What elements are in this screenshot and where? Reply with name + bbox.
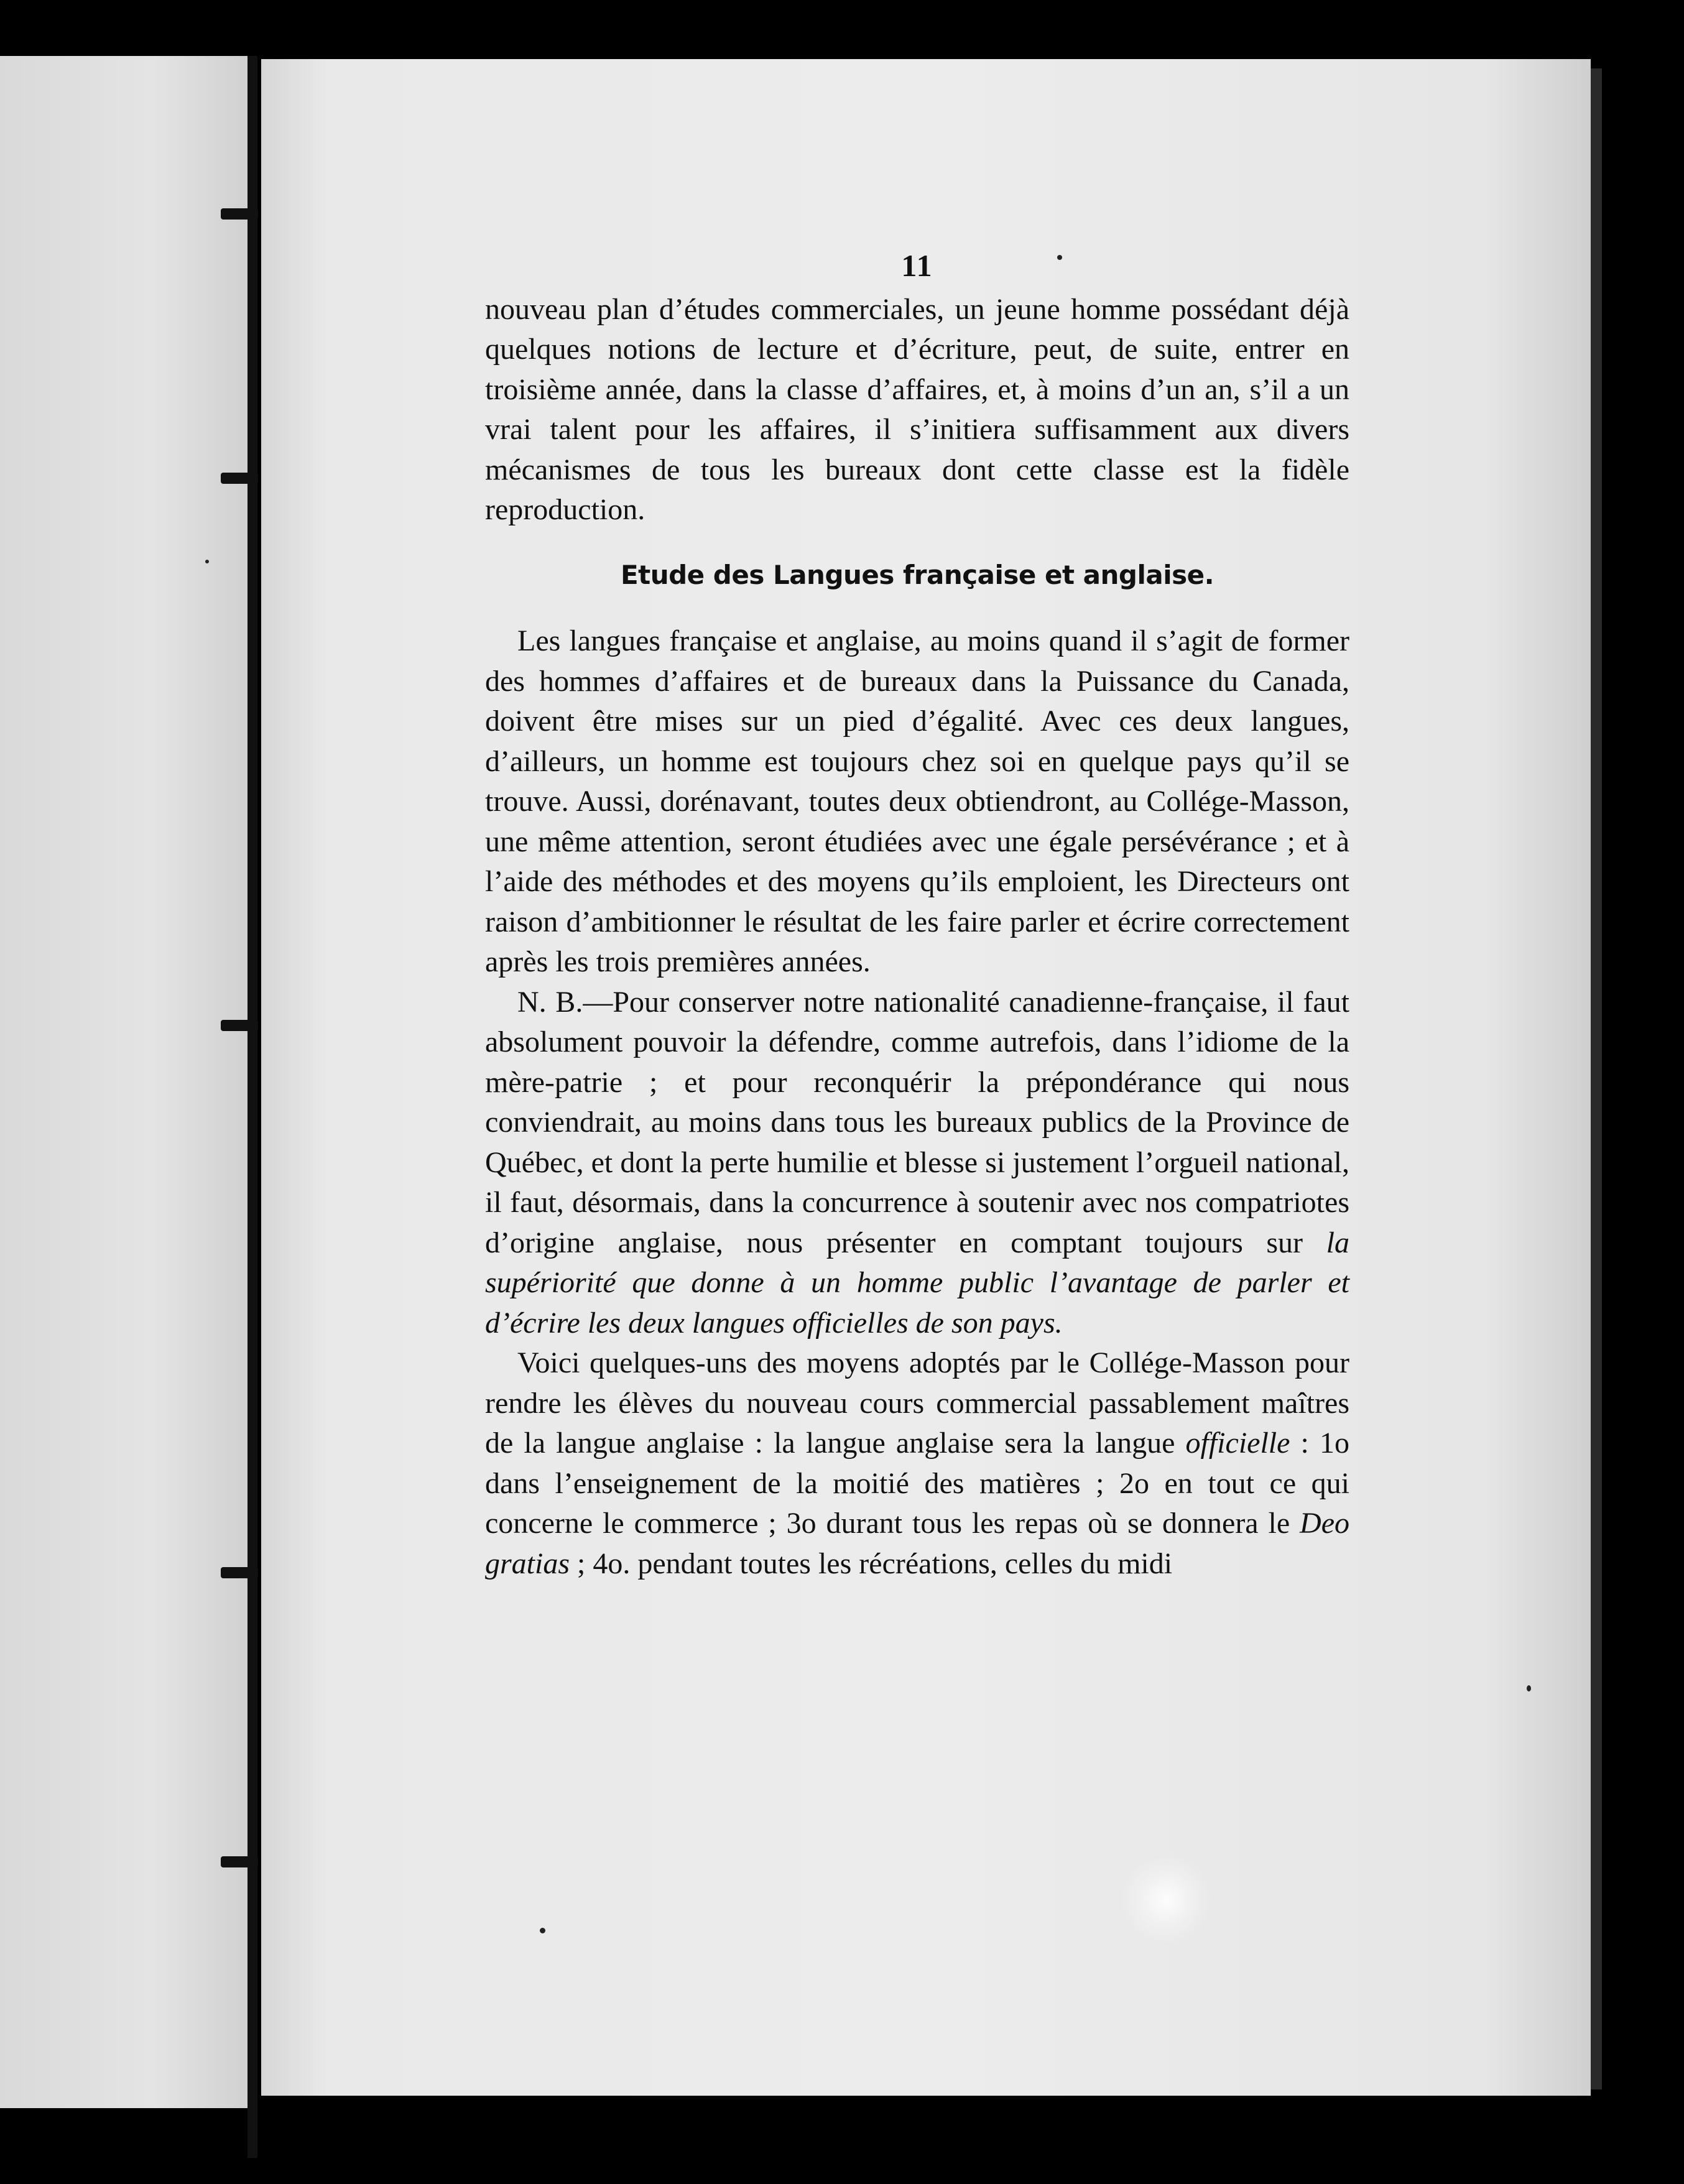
paragraph-continuation: nouveau plan d’études commerciales, un jeune homme possédant déjà quelques notions de lecture et d’écriture, peut, de suite, entrer en troisième année, dans la classe d’affaires, et, à moins d’un an, s’il a un vrai talent pour les affaires, il s’initiera suffisamment aux divers mécanismes de tous les bureaux dont cette classe est la fidèle reproduction. — [485, 292, 1349, 526]
page-text — [485, 246, 1349, 1584]
binding-stitch — [221, 1020, 258, 1031]
binding-stitch — [221, 473, 258, 484]
scan-speck — [205, 560, 209, 563]
binding-spine — [248, 56, 257, 2158]
page-number: 11 — [901, 248, 933, 283]
scan-speck — [1527, 1685, 1531, 1691]
previous-page-edge — [0, 56, 255, 2108]
means-text-e: ; 4o. pendant toutes les récréations, celles du midi — [570, 1547, 1173, 1580]
scan-speck — [1057, 255, 1062, 260]
means-italic-deo-gratias: Deo gratias — [485, 1507, 1349, 1580]
nota-bene-text: N. B.—Pour conserver notre nationalité canadienne-française, il faut absolument pouvoir la défendre, comme autrefois, dans l’idiome de la mère-patrie ; et pour reconquérir la prépondérance qui nous conviendrait, au moins dans tous les bureaux publics de la Province de Québec, et dont la perte humilie et blesse si justement l’orgueil national, il faut, désormais, dans la concurrence à soutenir avec nos compatriotes d’origine anglaise, nous présenter en comptant toujours sur — [485, 985, 1349, 1259]
paragraph-nota-bene — [485, 983, 1349, 1344]
binding-stitch — [221, 208, 258, 220]
nota-bene-italic: la supériorité que donne à un homme public l’avantage de parler et d’écrire les deux langues officielles de son pays. — [485, 1226, 1349, 1340]
binding-stitch — [221, 1856, 258, 1867]
scan-glare — [1119, 1853, 1213, 1946]
page-edge-shadow — [1591, 68, 1602, 2089]
means-italic-officielle: officielle — [1185, 1427, 1290, 1460]
binding-stitch — [221, 1567, 258, 1578]
paragraph-languages: Les langues française et anglaise, au moins quand il s’agit de former des hommes d’affaires et de bureaux dans la Puissance du Canada, doivent être mises sur un pied d’égalité. Avec ces deux langues, d’ailleurs, un homme est toujours chez soi en quelque pays qu’il se trouve. Aussi, dorénavant, toutes deux obtiendront, au Collége-Masson, une même attention, seront étudiées avec une égale persévérance ; et à l’aide des méthodes et des moyens qu’ils emploient, les Directeurs ont raison d’ambitionner le résultat de les faire parler et écrire correctement après les trois premières années. — [485, 624, 1349, 978]
means-text-a: Voici quelques-uns des moyens adoptés par le Collége-Masson pour rendre les élèves du nouveau cours commercial passablement maîtres de la langue anglaise : la langue anglaise sera la langue — [485, 1346, 1349, 1460]
paragraph-means — [485, 1343, 1349, 1584]
section-heading: Etude des Langues française et anglaise. — [620, 559, 1214, 590]
means-text-c: : 1o dans l’enseignement de la moitié des matières ; 2o en tout ce qui concerne le commerce ; 3o durant tous les repas où se donnera le — [485, 1427, 1350, 1540]
scan-speck — [540, 1928, 545, 1933]
